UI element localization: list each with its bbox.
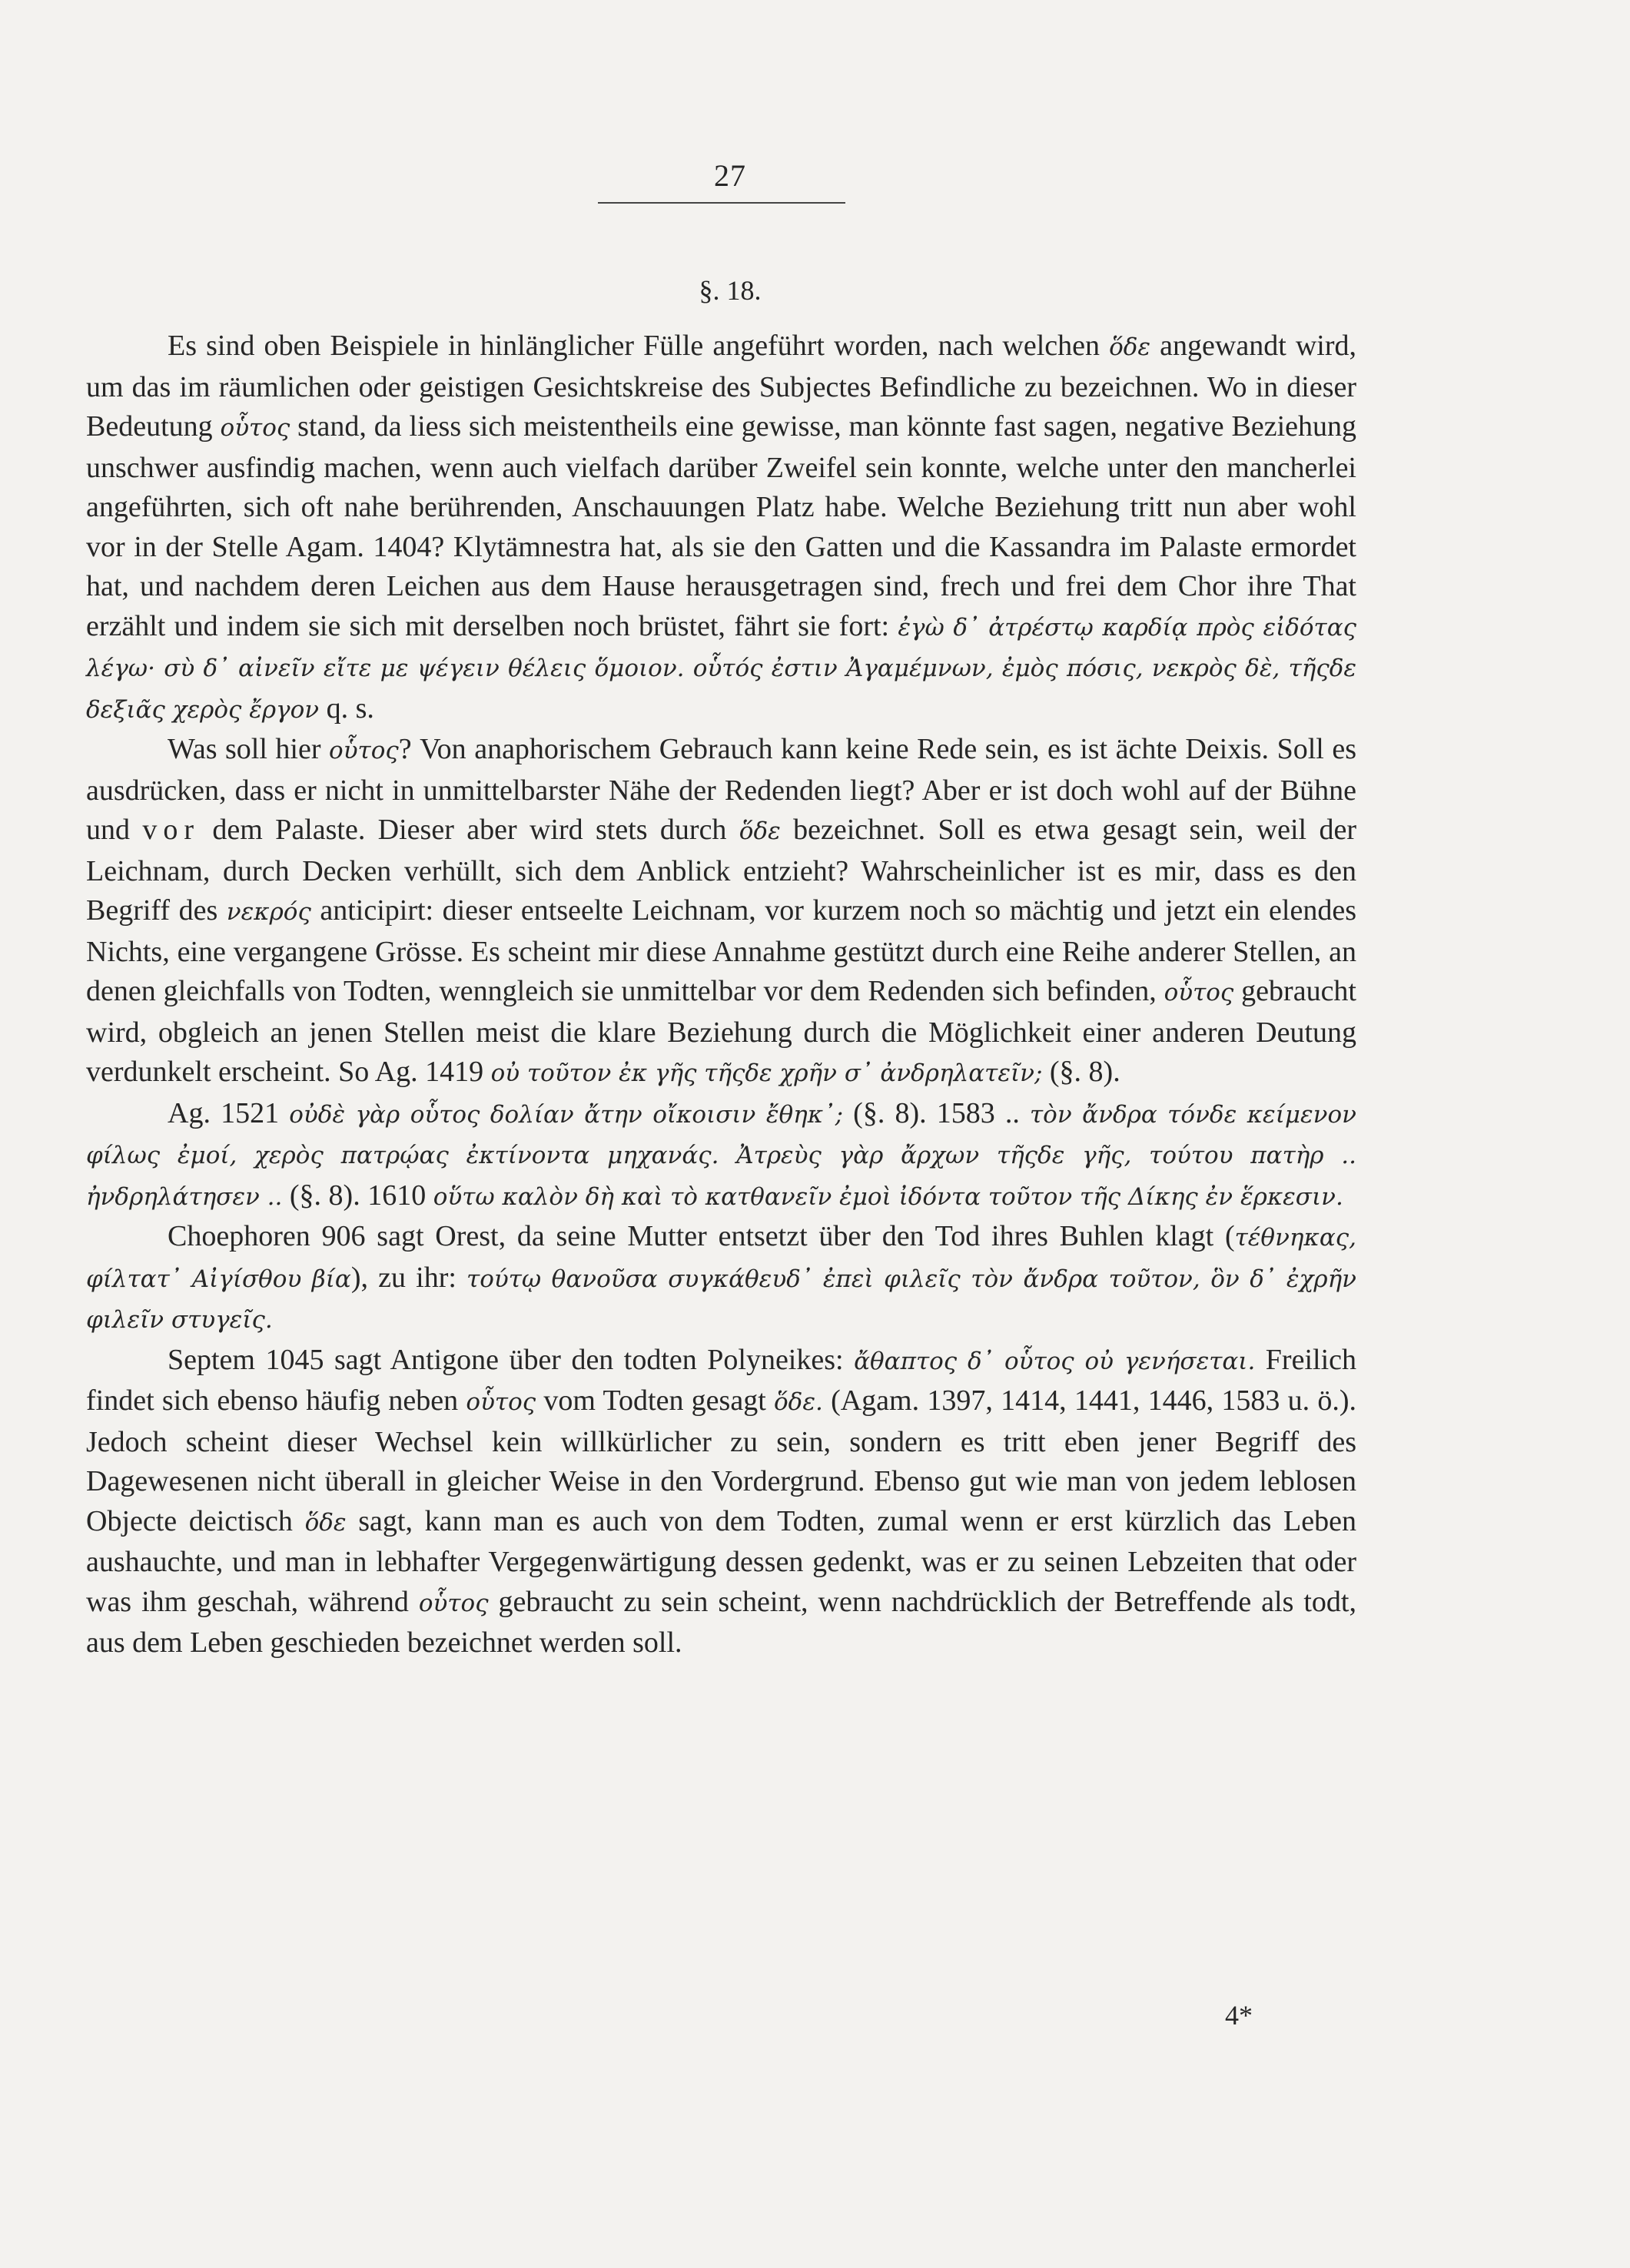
text-run: gebraucht zu sein scheint, wenn nachdrücklich der Betreffende als todt, aus dem Leben geschieden bezeichnet werden soll. bbox=[86, 1585, 1356, 1659]
text-run: dem Palaste. Dieser aber wird stets durch bbox=[200, 814, 739, 846]
greek-quote: οὐδὲ γὰρ οὗτος δολίαν ἄτην οἴκοισιν ἔθηκ᾽; bbox=[289, 1100, 844, 1129]
text-run: Septem 1045 sagt Antigone über den todten Polyneikes: bbox=[168, 1343, 855, 1376]
greek-quote: τὸν ἄνδρα τόνδε κείμενον φίλως ἐμοί, χερὸς πατρῴας ἐκτίνοντα μηχανάς. Ἀτρεὺς γὰρ ἄρχων τῆςδε γῆς, τούτου πατὴρ .. ἠνδρηλάτησεν .. bbox=[86, 1100, 1356, 1211]
greek-quote: τέθνηκας, φίλτατ᾽ Αἰγίσθου βία bbox=[86, 1224, 1356, 1293]
text-run: ? Von anaphorischem Gebrauch kann keine Rede sein, es ist ächte Deixis. Soll es ausdrücken, dass er nicht in unmittelbarster Nähe der Redenden liegt? Aber er ist doch wohl auf der Bühne und bbox=[86, 733, 1356, 846]
text-run: angewandt wird, um das im räumlichen oder geistigen Gesichtskreise des Subjectes Befindliche zu bezeichnen. Wo in dieser Bedeutung bbox=[86, 330, 1356, 443]
text-run: vom Todten gesagt bbox=[536, 1384, 775, 1417]
text-run: bezeichnet. Soll es etwa gesagt sein, weil der Leichnam, durch Decken verhüllt, sich dem Anblick entzieht? Wahrscheinlicher ist es mir, dass es den Begriff des bbox=[86, 814, 1356, 927]
text-run: Was soll hier bbox=[168, 733, 330, 765]
greek-quote: ὅδε. bbox=[774, 1388, 823, 1416]
greek-quote: οὗτος bbox=[220, 414, 290, 442]
paragraph bbox=[86, 1094, 1356, 1218]
text-run: Freilich findet sich ebenso häufig neben bbox=[86, 1343, 1356, 1417]
header-rule bbox=[598, 202, 845, 204]
body-text bbox=[86, 327, 1356, 1663]
spaced-emphasis: vor bbox=[142, 814, 201, 846]
greek-quote: ὅδε bbox=[304, 1508, 347, 1537]
paragraph bbox=[86, 327, 1356, 730]
text-run: stand, da liess sich meistentheils eine gewisse, man könnte fast sagen, negative Beziehung unschwer ausfindig machen, wenn auch vielfach darüber Zweifel sein konnte, welche unter den mancherlei angeführten, sich oft nahe berührenden, Anschauungen Platz habe. Welche Beziehung tritt nun aber wohl vor in der Stelle Agam. 1404? Klytämnestra hat, als sie den Gatten und die Kassandra im Palaste ermordet hat, und nachdem deren Leichen aus dem Hause herausgetragen sind, frech und frei dem Chor ihre That erzählt und indem sie sich mit derselben noch brüstet, fährt sie fort: bbox=[86, 410, 1356, 642]
greek-quote: οὗτος bbox=[466, 1388, 536, 1416]
text-run: q. s. bbox=[319, 691, 374, 724]
greek-quote: ὅδε bbox=[1109, 333, 1151, 361]
greek-quote: τούτῳ θανοῦσα συγκάθευδ᾽ ἐπεὶ φιλεῖς τὸν ἄνδρα τοῦτον, ὃν δ᾽ ἐχρῆν φιλεῖν στυγεῖς. bbox=[86, 1265, 1356, 1334]
greek-quote: οὗτος bbox=[329, 737, 399, 764]
greek-quote: οὐ τοῦτον ἐκ γῆς τῆςδε χρῆν σ᾽ ἀνδρηλατεῖν; bbox=[490, 1059, 1043, 1087]
paragraph bbox=[86, 1217, 1356, 1341]
text-run: (§. 8). 1610 bbox=[282, 1179, 433, 1212]
greek-quote: ἄθαπτος δ᾽ οὗτος οὐ γενήσεται. bbox=[854, 1347, 1256, 1375]
greek-quote: ἐγὼ δ᾽ ἀτρέστῳ καρδίᾳ πρὸς εἰδότας λέγω· σὺ δ᾽ αἰνεῖν εἴτε με ψέγειν θέλεις ὅμοιον. οὗτός ἐστιν Ἀγαμέμνων, ἐμὸς πόσις, νεκρὸς δὲ, τῆςδε δεξιᾶς χερὸς ἔργον bbox=[86, 613, 1357, 724]
greek-quote: οὗτος bbox=[418, 1589, 489, 1617]
text-run: Es sind oben Beispiele in hinlänglicher Fülle angeführt worden, nach welchen bbox=[168, 330, 1110, 362]
paragraph bbox=[86, 730, 1356, 1094]
text-run: anticipirt: dieser entseelte Leichnam, vor kurzem noch so mächtig und jetzt ein elendes Nichts, eine vergangene Grösse. Es scheint mir diese Annahme gestützt durch eine Reihe anderer Stellen, an denen gleichfalls von Todten, wenngleich sie unmittelbar vor dem Redenden sich befinden, bbox=[86, 894, 1356, 1007]
text-run: Choephoren 906 sagt Orest, da seine Mutter entsetzt über den Tod ihres Buhlen klagt ( bbox=[168, 1220, 1235, 1252]
text-run: (§. 8). bbox=[1042, 1056, 1120, 1088]
page-number: 27 bbox=[714, 158, 746, 193]
greek-quote: νεκρός bbox=[226, 898, 311, 926]
greek-quote: οὕτω καλὸν δὴ καὶ τὸ κατθανεῖν ἐμοὶ ἰδόντα τοῦτον τῆς Δίκης ἐν ἕρκεσιν. bbox=[433, 1182, 1343, 1211]
section-heading: §. 18. bbox=[699, 275, 762, 306]
greek-quote: ὅδε bbox=[739, 817, 781, 845]
text-run: Ag. 1521 bbox=[168, 1096, 290, 1129]
text-run: gebraucht wird, obgleich an jenen Stellen meist die klare Beziehung durch die Möglichkeit einer anderen Deutung verdunkelt erscheint. So Ag. 1419 bbox=[86, 975, 1356, 1088]
text-run: sagt, kann man es auch von dem Todten, zumal wenn er erst kürzlich das Leben aushauchte, und man in lebhafter Vergegenwärtigung dessen gedenkt, was er zu seinen Lebzeiten that oder was ihm geschah, während bbox=[86, 1504, 1356, 1618]
paragraph bbox=[86, 1341, 1356, 1663]
greek-quote: οὗτος bbox=[1164, 979, 1234, 1006]
text-run: (Agam. 1397, 1414, 1441, 1446, 1583 u. ö.). Jedoch scheint dieser Wechsel kein willkürlicher zu sein, sondern es tritt eben jener Begriff des Dagewesenen nicht überall in gleicher Weise in den Vordergrund. Ebenso gut wie man von jedem leblosen Objecte deictisch bbox=[86, 1384, 1356, 1537]
text-run: ), zu ihr: bbox=[350, 1261, 467, 1294]
text-run: (§. 8). 1583 .. bbox=[843, 1096, 1031, 1129]
signature-mark: 4* bbox=[1225, 2000, 1253, 2031]
